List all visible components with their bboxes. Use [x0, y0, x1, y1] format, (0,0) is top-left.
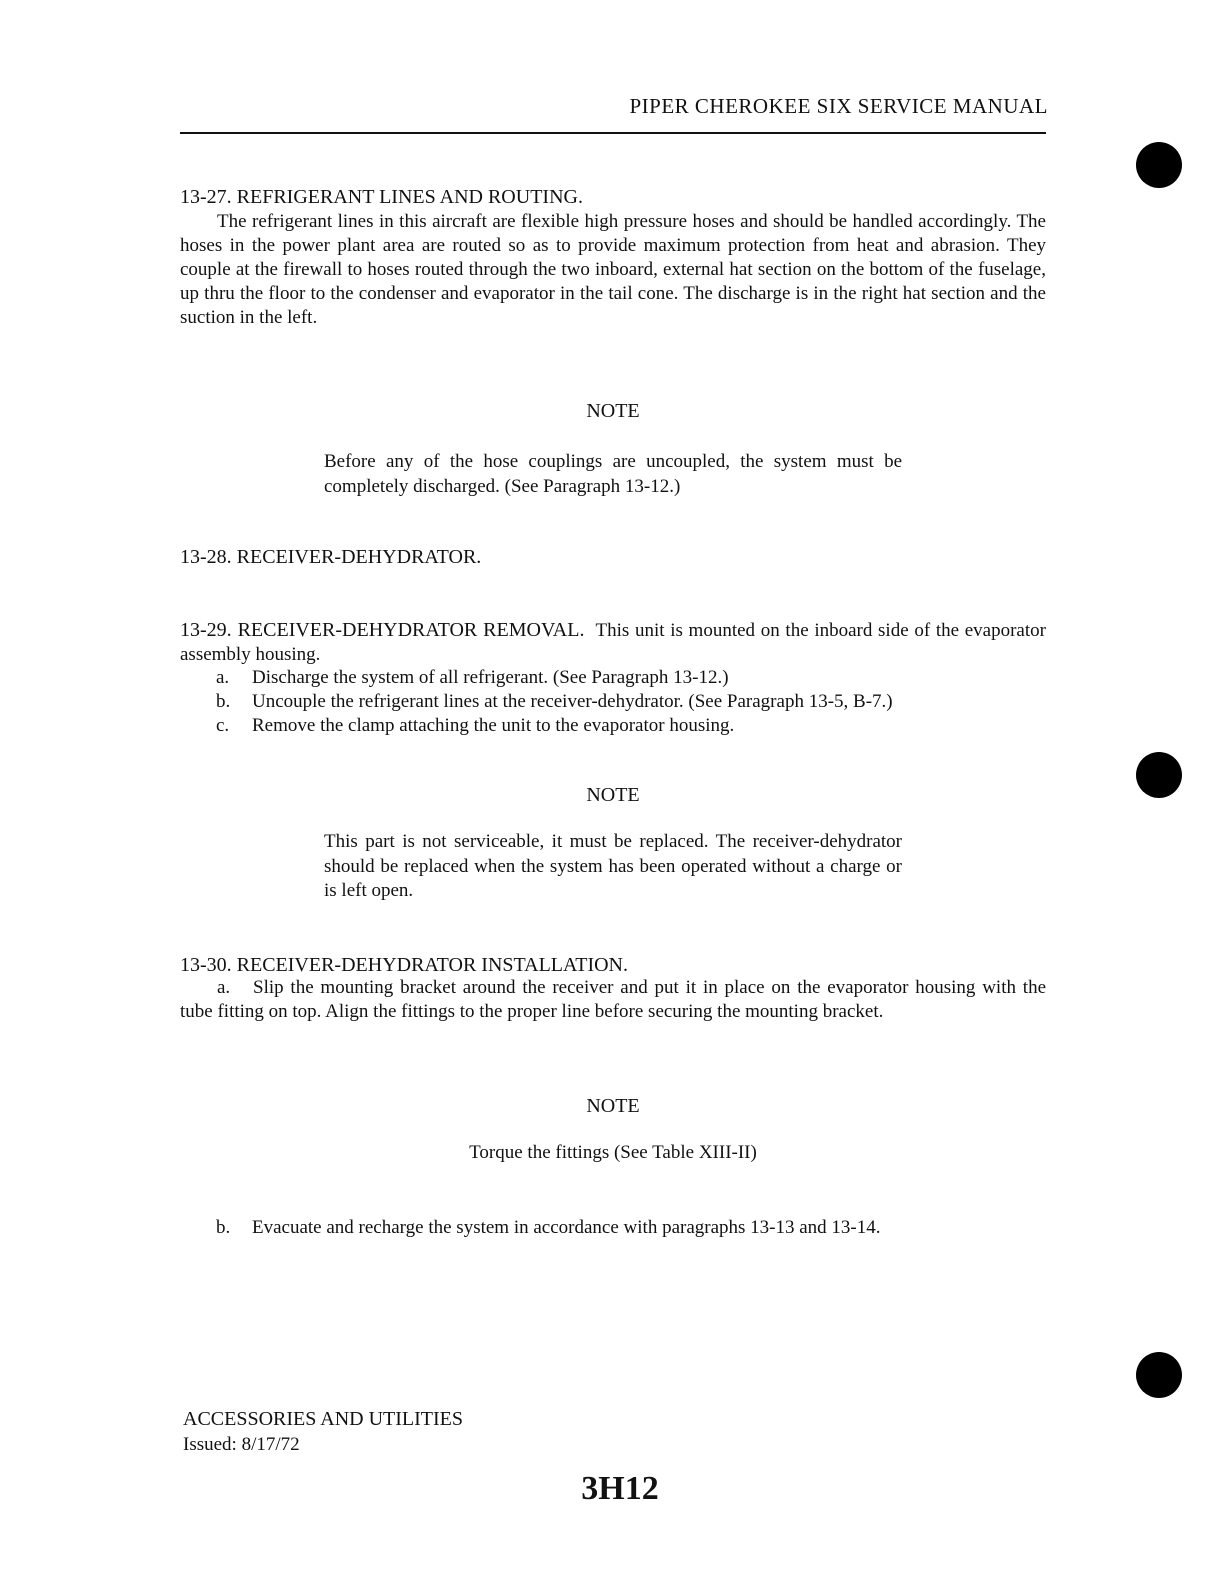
section-13-30-title: 13-30. RECEIVER-DEHYDRATOR INSTALLATION.	[180, 954, 628, 976]
list-item	[180, 714, 1046, 738]
page-number: 3H12	[581, 1470, 659, 1507]
note-text: Before any of the hose couplings are uncoupled, the system must be completely discharged. (See Paragraph 13-12.)	[324, 451, 902, 497]
list-item-text: Remove the clamp attaching the unit to the evaporator housing.	[252, 715, 735, 736]
list-marker: b.	[216, 691, 231, 712]
punch-hole-bottom	[1136, 1352, 1182, 1398]
note-heading: NOTE	[586, 1095, 640, 1117]
list-marker: a.	[217, 977, 231, 998]
list-item	[180, 690, 1046, 714]
list-marker: b.	[216, 1217, 231, 1238]
section-13-30-step-b	[180, 1216, 1046, 1240]
list-item-text: Slip the mounting bracket around the receiver and put it in place on the evaporator housing with the tube fitting on top. Align the fittings to the proper line before securing the mounting bracket.	[180, 977, 1046, 1022]
note-heading: NOTE	[586, 784, 640, 806]
footer-section-name: ACCESSORIES AND UTILITIES	[183, 1408, 464, 1430]
note-text: Torque the fittings (See Table XIII-II)	[469, 1142, 757, 1163]
list-item	[180, 666, 1046, 690]
list-item-text: Uncouple the refrigerant lines at the receiver-dehydrator. (See Paragraph 13-5, B-7.)	[252, 691, 893, 712]
page-header-title: PIPER CHEROKEE SIX SERVICE MANUAL	[629, 94, 1048, 118]
list-marker: c.	[216, 715, 230, 736]
list-item-text: Discharge the system of all refrigerant. (See Paragraph 13-12.)	[252, 667, 729, 688]
list-marker: a.	[216, 667, 230, 688]
section-13-28-title: 13-28. RECEIVER-DEHYDRATOR.	[180, 546, 482, 568]
section-13-27-title: 13-27. REFRIGERANT LINES AND ROUTING.	[180, 186, 583, 208]
header-rule	[180, 132, 1046, 134]
section-13-27-body: The refrigerant lines in this aircraft are flexible high pressure hoses and should be handled accordingly. The hoses in the power plant area are routed so as to provide maximum protection from heat and abrasion. They couple at the firewall to hoses routed through the two inboard, external hat section on the bottom of the fuselage, up thru the floor to the condenser and evaporator in the tail cone. The discharge is in the right hat section and the suction in the left.	[180, 211, 1046, 328]
note-heading: NOTE	[586, 400, 640, 422]
section-13-30-step-a	[180, 976, 1046, 1024]
punch-hole-top	[1136, 142, 1182, 188]
list-item-text: Evacuate and recharge the system in accordance with paragraphs 13-13 and 13-14.	[252, 1217, 881, 1238]
section-13-29-title: 13-29. RECEIVER-DEHYDRATOR REMOVAL.	[180, 619, 585, 641]
footer-issued-date: Issued: 8/17/72	[183, 1434, 300, 1455]
note-text: This part is not serviceable, it must be replaced. The receiver-dehydrator should be replaced when the system has been operated without a charge or is left open.	[324, 831, 902, 901]
section-13-29-body: This unit is mounted on the inboard side of the evaporator assembly housing.	[180, 620, 1046, 665]
section-13-29-paragraph	[180, 618, 1046, 667]
